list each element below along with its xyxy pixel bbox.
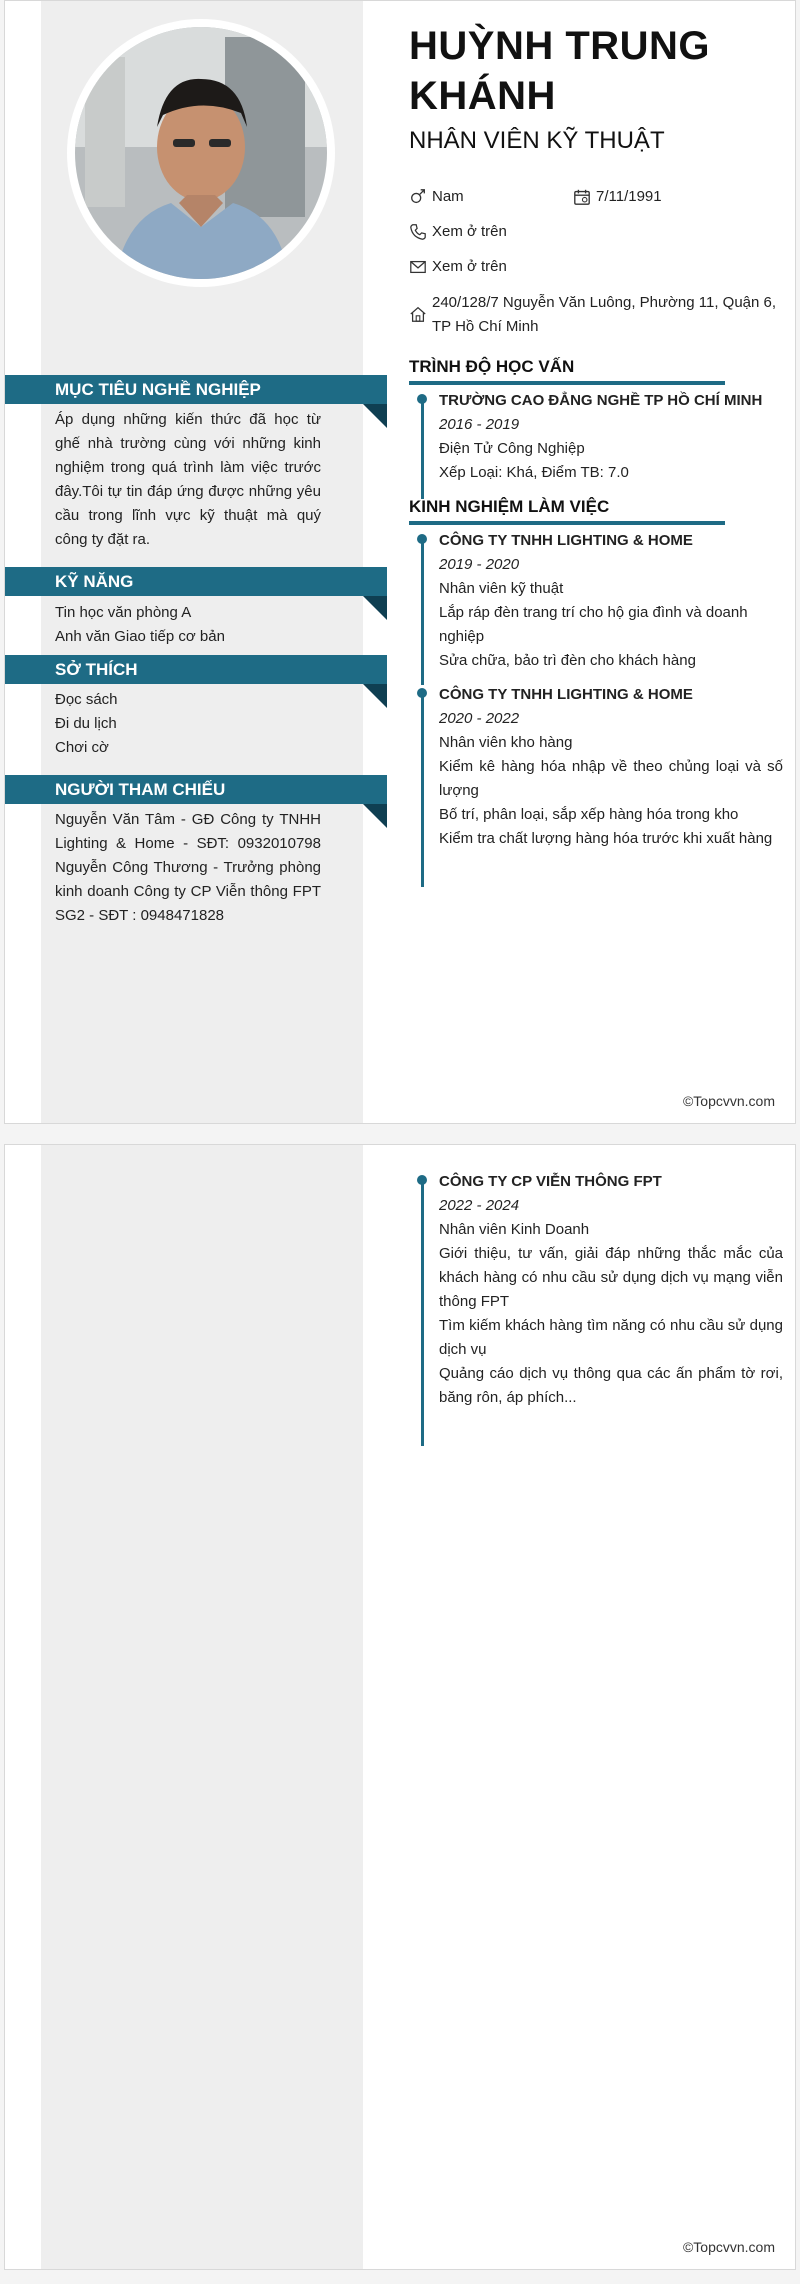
avatar	[67, 19, 335, 287]
job-line: Nhân viên Kinh Doanh	[439, 1221, 590, 1238]
email-row	[409, 255, 507, 279]
hobby-item: Đọc sách	[55, 691, 118, 708]
job-line: Nhân viên kho hàng	[439, 734, 573, 751]
job-period: 2019 - 2020	[439, 556, 520, 573]
job-line: Giới thiệu, tư vấn, giải đáp những thắc mắc của khách hàng có nhu cầu sử dụng dịch vụ mạng viễn thông FPT	[439, 1245, 783, 1310]
education-major: Điện Tử Công Nghiệp	[439, 440, 585, 457]
skill-item: Tin học văn phòng A	[55, 604, 192, 621]
job-line: Lắp ráp đèn trang trí cho hộ gia đình và doanh nghiệp	[439, 604, 748, 645]
job-line: Kiểm tra chất lượng hàng hóa trước khi xuất hàng	[439, 830, 773, 847]
address-value: 240/128/7 Nguyễn Văn Luông, Phường 11, Quận 6, TP Hồ Chí Minh	[432, 294, 777, 335]
timeline-rail	[421, 543, 424, 685]
timeline-rail	[421, 697, 424, 887]
address-row	[409, 291, 779, 339]
job-period: 2020 - 2022	[439, 710, 520, 727]
skills-banner	[5, 567, 387, 596]
footer-brand: ©Topcvvn.com	[682, 2239, 775, 2255]
banner-fold	[363, 684, 387, 708]
timeline-rail	[421, 1184, 424, 1446]
skills-title: KỸ NĂNG	[55, 572, 134, 591]
company-name: CÔNG TY TNHH LIGHTING & HOME	[439, 532, 693, 549]
birthday-value: 7/11/1991	[596, 188, 662, 205]
experience-entry	[417, 529, 783, 673]
sidebar-column	[41, 1145, 363, 2269]
skills-list	[55, 601, 321, 649]
education-grade: Xếp Loại: Khá, Điểm TB: 7.0	[439, 464, 629, 481]
education-period: 2016 - 2019	[439, 416, 520, 433]
avatar-photo	[75, 27, 327, 279]
hobbies-banner	[5, 655, 387, 684]
company-name: CÔNG TY CP VIỄN THÔNG FPT	[439, 1173, 662, 1190]
references-title: NGƯỜI THAM CHIẾU	[55, 780, 226, 799]
objective-title: MỤC TIÊU NGHỀ NGHIỆP	[55, 380, 261, 399]
phone-icon	[409, 223, 427, 241]
hobby-item: Chơi cờ	[55, 739, 109, 756]
job-line: Nhân viên kỹ thuật	[439, 580, 564, 597]
experience-entry	[417, 1170, 783, 1410]
references-text: Nguyễn Văn Tâm - GĐ Công ty TNHH Lighting & Home - SĐT: 0932010798 Nguyễn Công Thương - Trưởng phòng kinh doanh Công ty CP Viễn thông FPT SG2 - SĐT : 0948471828	[55, 811, 321, 924]
experience-entry	[417, 683, 783, 851]
job-period: 2022 - 2024	[439, 1197, 520, 1214]
calendar-icon	[573, 188, 591, 206]
job-line: Bố trí, phân loại, sắp xếp hàng hóa trong kho	[439, 806, 739, 823]
job-line: Tìm kiếm khách hàng tìm năng có nhu cầu sử dụng dịch vụ	[439, 1317, 783, 1358]
footer-brand: ©Topcvvn.com	[682, 1093, 775, 1109]
hobbies-title: SỞ THÍCH	[55, 660, 138, 679]
job-line: Kiểm kê hàng hóa nhập về theo chủng loại và số lượng	[439, 758, 783, 799]
gender-row	[409, 185, 464, 209]
cv-page-2	[4, 1144, 796, 2270]
skill-item: Anh văn Giao tiếp cơ bản	[55, 628, 225, 645]
gender-value: Nam	[432, 188, 464, 205]
school-name: TRƯỜNG CAO ĐẲNG NGHỀ TP HỒ CHÍ MINH	[439, 392, 763, 409]
experience-heading: KINH NGHIỆM LÀM VIỆC	[409, 495, 725, 525]
phone-row	[409, 220, 507, 244]
candidate-name: HUỲNH TRUNG KHÁNH	[409, 24, 711, 118]
objective-banner	[5, 375, 387, 404]
banner-fold	[363, 596, 387, 620]
hobby-item: Đi du lịch	[55, 715, 117, 732]
company-name: CÔNG TY TNHH LIGHTING & HOME	[439, 686, 693, 703]
home-icon	[409, 305, 427, 323]
candidate-position: NHÂN VIÊN KỸ THUẬT	[409, 127, 665, 154]
email-value: Xem ở trên	[432, 258, 507, 275]
banner-fold	[363, 404, 387, 428]
job-line: Sửa chữa, bảo trì đèn cho khách hàng	[439, 652, 696, 669]
hobbies-list	[55, 688, 321, 760]
education-entry	[417, 389, 783, 485]
phone-value: Xem ở trên	[432, 223, 507, 240]
gender-icon	[409, 188, 427, 206]
banner-fold	[363, 804, 387, 828]
references-banner	[5, 775, 387, 804]
timeline-rail	[421, 403, 424, 499]
mail-icon	[409, 258, 427, 276]
cv-page-1	[4, 0, 796, 1124]
birthday-row	[573, 185, 662, 209]
job-line: Quảng cáo dịch vụ thông qua các ấn phẩm tờ rơi, băng rôn, áp phích...	[439, 1365, 783, 1406]
education-heading: TRÌNH ĐỘ HỌC VẤN	[409, 355, 725, 385]
objective-text: Áp dụng những kiến thức đã học từ ghế nhà trường cùng với những kinh nghiệm trong quá trình làm việc trước đây.Tôi tự tin đáp ứng được những yêu cầu trong lĩnh vực kỹ thuật mà quý công ty đặt ra.	[55, 411, 321, 548]
